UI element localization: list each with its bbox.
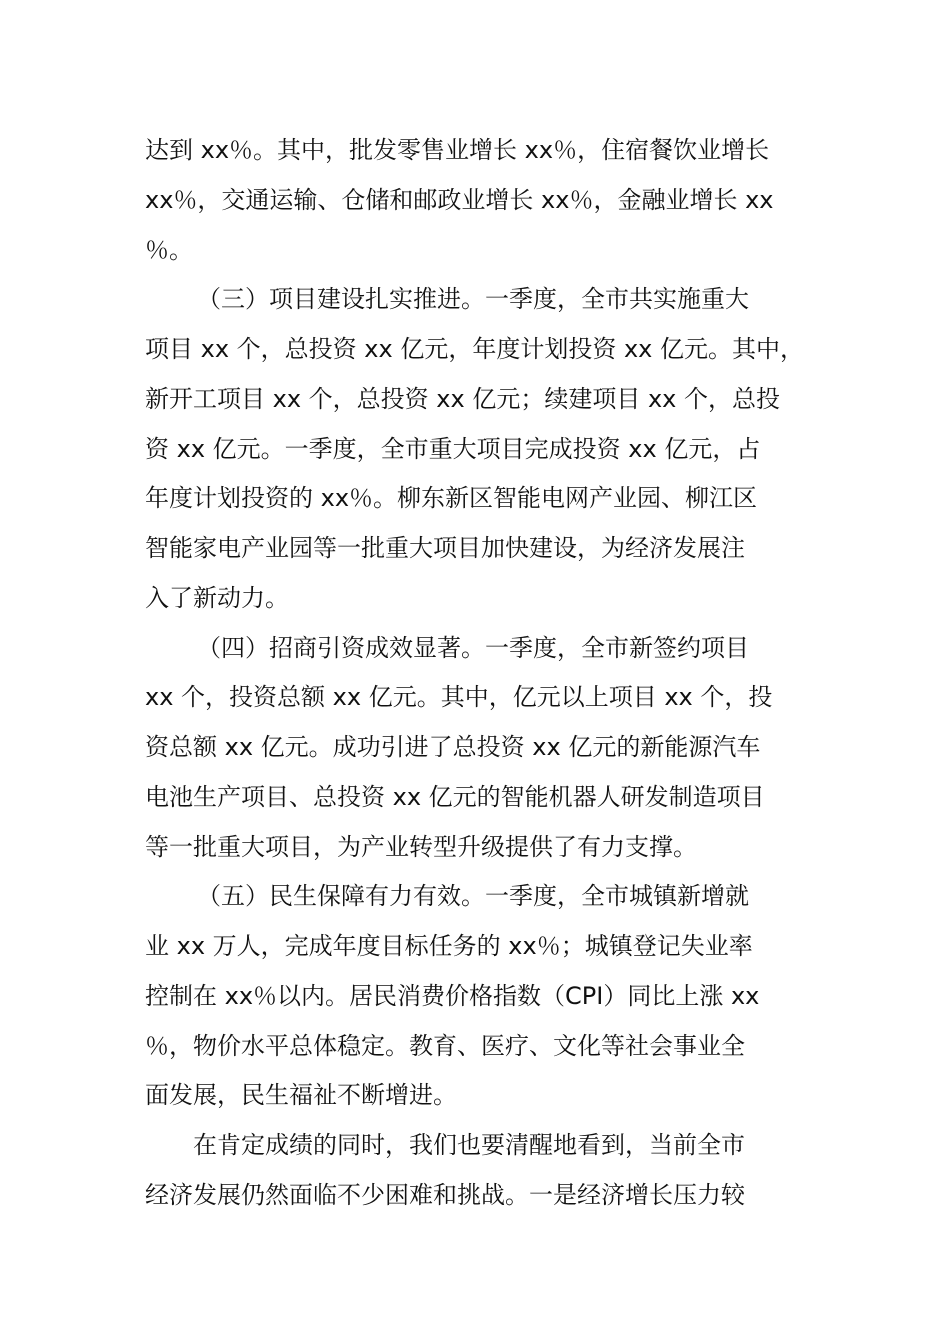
text-line: 年度计划投资的 xx％。柳东新区智能电网产业园、柳江区 — [145, 484, 758, 513]
text-line: ％。 — [145, 235, 193, 264]
section-heading-4-line: （四）招商引资成效显著。一季度，全市新签约项目 — [197, 633, 749, 662]
text-line: 入了新动力。 — [145, 583, 289, 612]
text-line: 等一批重大项目，为产业转型升级提供了有力支撑。 — [145, 832, 697, 861]
text-line: xx％，交通运输、仓储和邮政业增长 xx％，金融业增长 xx — [145, 185, 774, 214]
paragraph-start-line: 在肯定成绩的同时，我们也要清醒地看到，当前全市 — [193, 1131, 745, 1159]
body-text — [145, 126, 807, 1221]
text-line: 经济发展仍然面临不少困难和挑战。一是经济增长压力较 — [145, 1180, 745, 1209]
text-line: ％，物价水平总体稳定。教育、医疗、文化等社会事业全 — [145, 1031, 745, 1060]
section-heading-3-line: （三）项目建设扎实推进。一季度，全市共实施重大 — [197, 285, 749, 314]
text-line: 智能家电产业园等一批重大项目加快建设，为经济发展注 — [145, 534, 745, 562]
text-line: 控制在 xx％以内。居民消费价格指数（CPI）同比上涨 xx — [145, 981, 760, 1010]
text-line: 达到 xx％。其中，批发零售业增长 xx％，住宿餐饮业增长 — [145, 136, 770, 164]
text-line: 面发展，民生福祉不断增进。 — [145, 1081, 457, 1110]
text-line: 资总额 xx 亿元。成功引进了总投资 xx 亿元的新能源汽车 — [145, 733, 761, 761]
section-heading-5-line: （五）民生保障有力有效。一季度，全市城镇新增就 — [197, 882, 749, 911]
text-line: 项目 xx 个，总投资 xx 亿元，年度计划投资 xx 亿元。其中， — [145, 335, 804, 363]
text-line: 资 xx 亿元。一季度，全市重大项目完成投资 xx 亿元，占 — [145, 434, 761, 463]
text-line: 业 xx 万人，完成年度目标任务的 xx％；城镇登记失业率 — [145, 932, 753, 960]
text-line: 电池生产项目、总投资 xx 亿元的智能机器人研发制造项目 — [145, 782, 765, 811]
text-line: 新开工项目 xx 个，总投资 xx 亿元；续建项目 xx 个，总投 — [145, 384, 780, 413]
text-line: xx 个，投资总额 xx 亿元。其中，亿元以上项目 xx 个，投 — [145, 683, 773, 712]
